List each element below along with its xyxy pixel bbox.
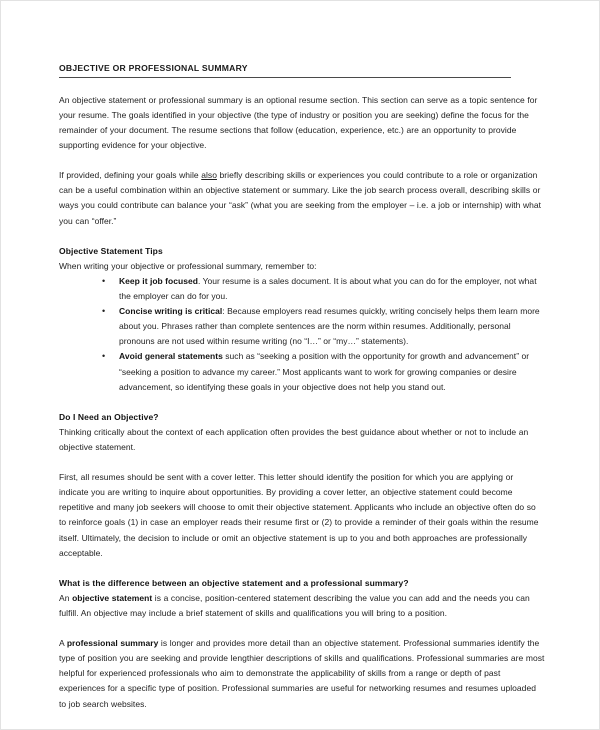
intro-paragraph [59,93,545,153]
professional-summary-paragraph [59,636,545,711]
second-paragraph-part2: briefly describing skills or experiences you could contribute to a role or organization can be a useful combination within an objective statement or summary. Like the job search process overall, describing skills or ways you could contribute can balance your “ask” (what you are seeking from the employer – i.e. a job or internship) with what you can “offer.” [59,170,542,226]
bullet-text: such as “seeking a position with the opportunity for growth and advancement” or “seeking a position to advance my career.” Most applicants want to work for growing companies or desire advancement, so identifying these goals in your objective does not help you stand out. [119,351,530,392]
bullet-bold-label: Concise writing is critical [119,306,223,317]
bullet-bold-label: Keep it job focused [119,275,198,286]
list-item [59,349,545,394]
spacer [59,395,545,410]
bullet-text: . Your resume is a sales document. It is about what you can do for the employer, not what the employer can do for you. [119,275,537,302]
spacer [59,455,545,470]
spacer [59,229,545,244]
page-title: OBJECTIVE OR PROFESSIONAL SUMMARY [59,63,511,78]
spacer [59,561,545,576]
second-paragraph-emphasis: also [201,170,217,181]
second-paragraph-part1: If provided, defining your goals while [59,170,202,181]
list-item [59,274,545,304]
list-item [59,304,545,349]
tips-heading: Objective Statement Tips [59,245,163,256]
summary-paragraph-rest: is longer and provides more detail than an objective statement. Professional summaries identify the type of position you are seeking and provide lengthier descriptions of skills and qualifications. Professional summaries are most helpful for experienced professionals who aim to demonstrate the applicability of skills from a range or depth of past experiences for a specific type of position. Professional summaries are useful for networking resumes and resumes uploaded to job search websites. [59,638,545,709]
spacer [59,78,545,93]
spacer [59,153,545,168]
spacer [59,621,545,636]
objective-paragraph-bold: objective statement [72,592,153,603]
bullet-text: : Because employers read resumes quickly, writing concisely helps them learn more about you. Phrases rather than complete sentences are the norm within resumes. Additionally, personal pronouns are not used within resume writing (no “I…” or “my…” statements). [119,306,540,347]
second-paragraph [59,168,545,228]
summary-paragraph-prefix: A [59,638,67,649]
need-objective-heading: Do I Need an Objective? [59,411,159,422]
objective-paragraph-prefix: An [59,592,73,603]
intro-paragraph-text: An objective statement or professional summary is an optional resume section. This section can serve as a topic sentence for your resume. The goals identified in your objective (the type of industry or position you are seeking) define the focus for the remainder of your document. The resume sections that follow (education, experience, etc.) are an opportunity to provide supporting evidence for your objective. [59,94,538,151]
tips-bullet-list [59,274,545,395]
tips-lead-in: When writing your objective or professional summary, remember to: [59,260,317,271]
difference-heading: What is the difference between an objective statement and a professional summary? [59,577,409,588]
bullet-bold-label: Avoid general statements [119,351,223,362]
document-body [59,63,545,712]
need-objective-paragraph-2: First, all resumes should be sent with a cover letter. This letter should identify the position for which you are applying or indicate you are writing to inquire about opportunities. By providing a cover letter, an objective statement could become repetitive and many job seekers will choose to omit their objective statement. Applicants who include an objective often do so to reinforce goals (1) in case an employer reads their resume first or (2) to provide a reminder of their goals within the resume itself. Ultimately, the decision to include or omit an objective statement is up to you and both approaches are professionally acceptable. [59,472,539,558]
objective-paragraph-rest: is a concise, position-centered statement describing the value you can add and the needs you can fulfill. An objective may include a brief statement of skills and qualifications you will bring to a position. [59,592,530,619]
need-objective-paragraph-1: Thinking critically about the context of each application often provides the best guidance about whether or not to include an objective statement. [59,426,529,452]
objective-statement-paragraph [59,591,545,621]
summary-paragraph-bold: professional summary [66,638,159,649]
